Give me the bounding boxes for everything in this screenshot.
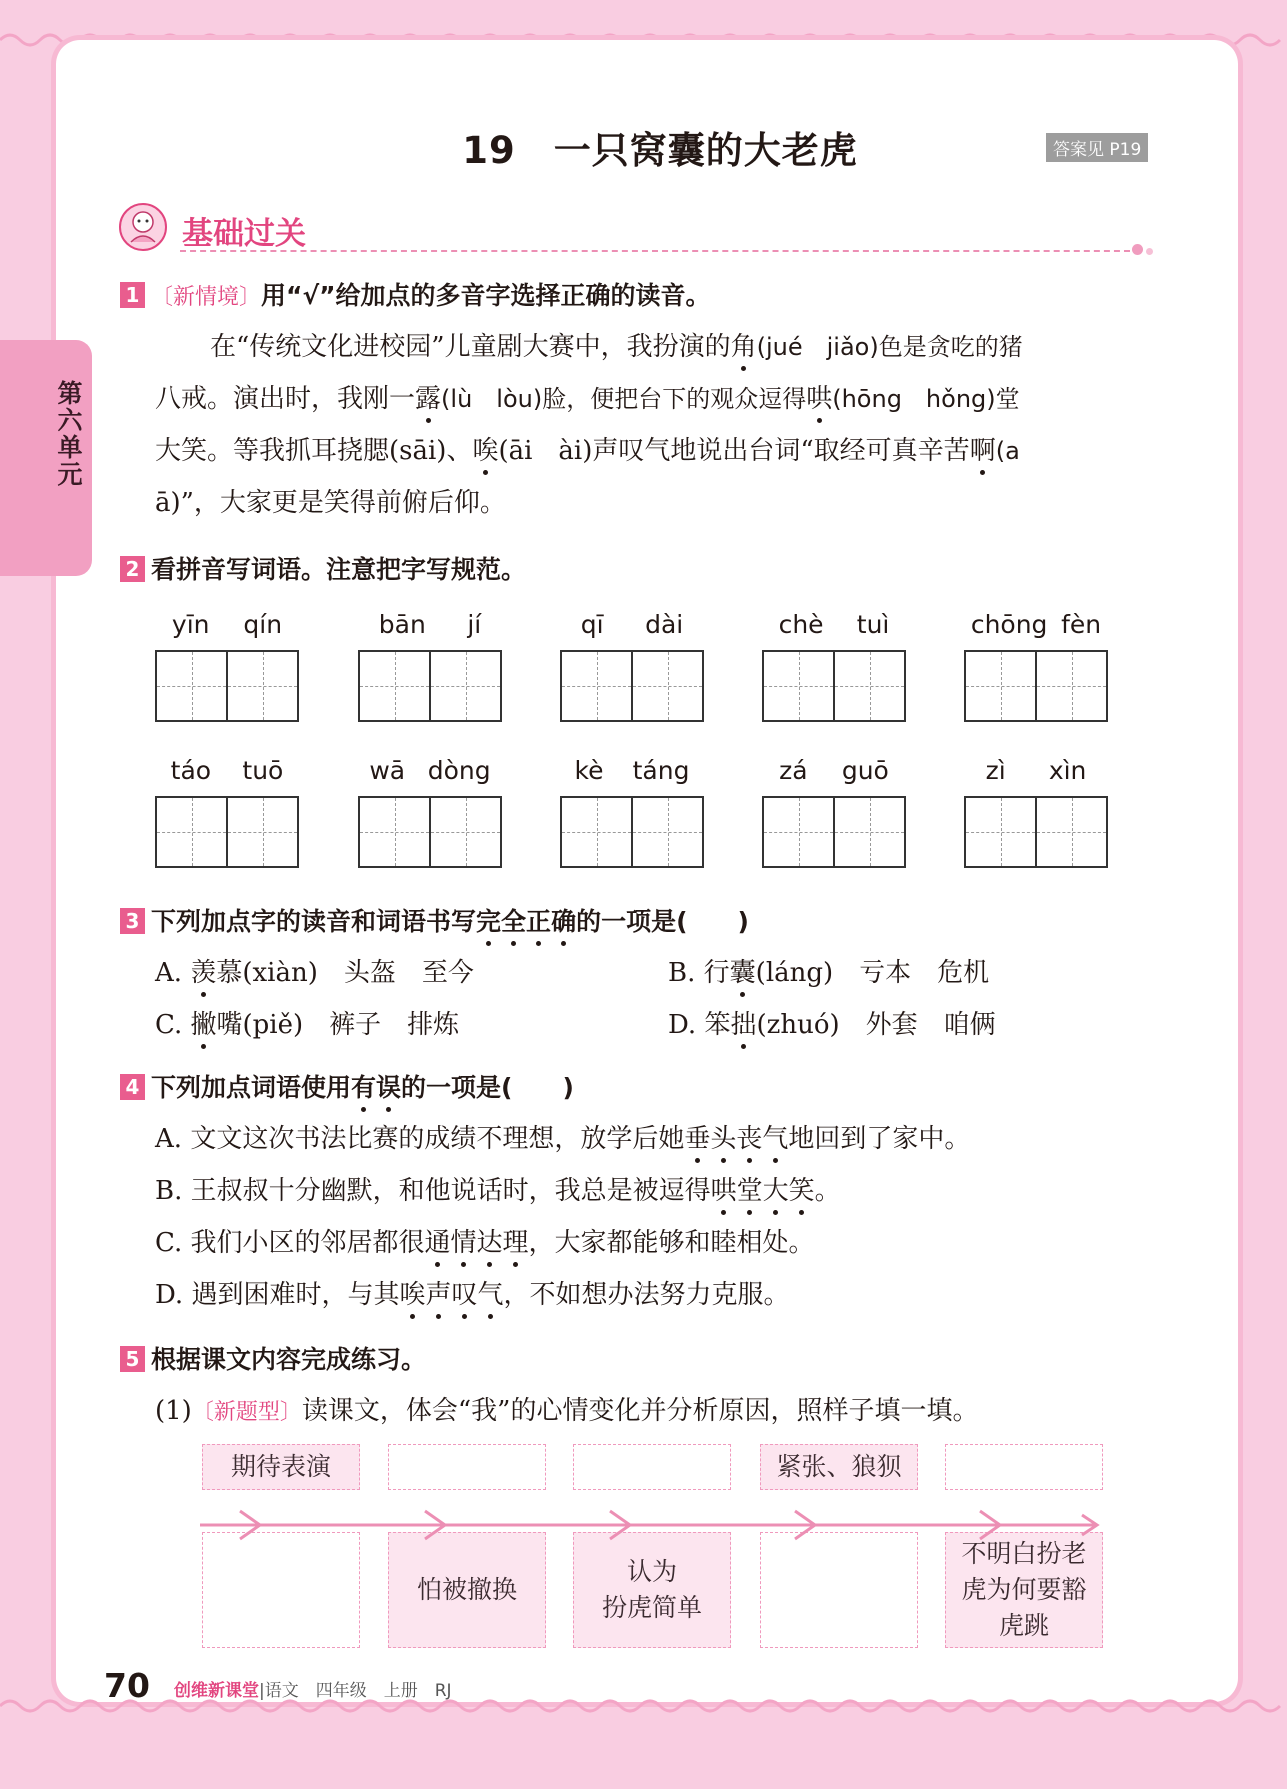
grid-cell[interactable] — [835, 798, 904, 866]
emphasis-dot — [503, 1262, 529, 1267]
dotted-char: 拙 — [730, 1004, 756, 1041]
q4-option-a[interactable]: A. 文文这次书法比赛的成绩不理想，放学后她垂头丧气 地回到了家中。 — [155, 1118, 970, 1155]
dotted-idiom: 哄堂大笑 — [711, 1170, 815, 1207]
pinyin-label: zá guō — [779, 756, 889, 785]
grid-cell[interactable] — [764, 798, 835, 866]
unit-side-tab — [0, 340, 92, 576]
section-title: 基础过关 — [182, 216, 306, 252]
grid-cell[interactable] — [633, 652, 702, 720]
emphasis-dot — [399, 1314, 425, 1319]
grid-cell[interactable] — [966, 652, 1037, 720]
grid-cell[interactable] — [633, 798, 702, 866]
pinyin-word-box — [964, 756, 1108, 868]
pinyin-word-box — [560, 610, 704, 722]
q3-option-a[interactable]: A. 羡慕(xiàn) 头盔 至今 — [155, 952, 474, 989]
dotted-char: 哄 — [806, 378, 832, 415]
reason-answer-box[interactable] — [202, 1532, 360, 1648]
dotted-char: 囊 — [730, 952, 756, 989]
question-tag: 〔新情境〕 — [151, 285, 262, 310]
pinyin-word-box — [560, 756, 704, 868]
pinyin-word-box — [358, 610, 502, 722]
dotted-char: 撇 — [191, 1004, 217, 1041]
dotted-idiom: 通情达理 — [425, 1222, 529, 1259]
mood-box: 紧张、狼狈 — [760, 1444, 918, 1490]
dotted-phrase — [351, 1073, 401, 1102]
writing-grid[interactable] — [155, 650, 299, 722]
question-text: 根据课文内容完成练习。 — [151, 1345, 427, 1374]
emphasis-dots — [399, 1314, 503, 1319]
emphasis-dot — [789, 1210, 815, 1215]
pinyin-word-box — [358, 756, 502, 868]
emphasis-dots — [711, 1210, 815, 1215]
grid-cell[interactable] — [764, 652, 835, 720]
question-2-header — [120, 550, 526, 586]
timeline-arrow — [200, 1505, 1100, 1545]
pinyin-word-box — [762, 756, 906, 868]
dotted-char: 正 — [526, 902, 551, 938]
pinyin-label: yīn qín — [171, 610, 283, 639]
pinyin-label: kè táng — [574, 756, 690, 785]
question-number: 5 — [120, 1346, 145, 1372]
question-text: 用“√”给加点的多音字选择正确的读音。 — [261, 281, 711, 310]
question-number: 4 — [120, 1074, 145, 1100]
q5-sub-question-1: (1)〔新题型〕读课文，体会“我”的心情变化并分析原因，照样子填一填。 — [155, 1396, 979, 1426]
pinyin-word-box — [155, 756, 299, 868]
grid-cell[interactable] — [1037, 798, 1106, 866]
emphasis-dot — [477, 1314, 503, 1319]
writing-grid[interactable] — [964, 650, 1108, 722]
pinyin-label: qī dài — [580, 610, 684, 639]
dotted-char: 完 — [476, 902, 501, 938]
grid-cell[interactable] — [228, 798, 297, 866]
cartoon-girl-icon — [118, 202, 168, 252]
emphasis-dot — [737, 1210, 763, 1215]
dotted-idiom: 唉声叹气 — [399, 1274, 503, 1311]
writing-grid[interactable] — [560, 796, 704, 868]
dotted-char: 唉 — [472, 430, 498, 467]
decor-dot — [1132, 244, 1143, 255]
mood-answer-box[interactable] — [388, 1444, 546, 1490]
dotted-char: 啊 — [970, 430, 996, 467]
grid-cell[interactable] — [228, 652, 297, 720]
q3-option-d[interactable]: D. 笨拙(zhuó) 外套 咱俩 — [668, 1004, 996, 1041]
grid-cell[interactable] — [360, 652, 431, 720]
grid-cell[interactable] — [1037, 652, 1106, 720]
pinyin-label: chōng fèn — [970, 610, 1102, 639]
writing-grid[interactable] — [762, 650, 906, 722]
grid-cell[interactable] — [360, 798, 431, 866]
lesson-title: 19 一只窝囊的大老虎 — [462, 129, 858, 172]
emphasis-dots — [684, 1158, 788, 1163]
writing-grid[interactable] — [358, 796, 502, 868]
q4-option-b[interactable]: B. 王叔叔十分幽默，和他说话时，我总是被逗得哄堂大笑 。 — [155, 1170, 841, 1207]
reason-box: 不明白扮老 虎为何要豁 虎跳 — [945, 1532, 1103, 1648]
q4-option-d[interactable]: D. 遇到困难时，与其唉声叹气 ，不如想办法努力克服。 — [155, 1274, 790, 1311]
writing-grid[interactable] — [762, 796, 906, 868]
page-number: 70 — [104, 1666, 150, 1705]
question-number: 1 — [120, 282, 145, 308]
pinyin-word-box — [964, 610, 1108, 722]
footer-info: 创维新课堂|语文 四年级 上册 RJ — [174, 1681, 452, 1701]
q4-option-c[interactable]: C. 我们小区的邻居都很通情达理 ，大家都能够和睦相处。 — [155, 1222, 815, 1259]
unit-label: 第六单元 — [54, 380, 83, 488]
q3-option-c[interactable]: C. 撇嘴(piě) 裤子 排炼 — [155, 1004, 459, 1041]
dotted-char: 确 — [551, 902, 576, 938]
pinyin-label: táo tuō — [170, 756, 284, 785]
mood-answer-box[interactable] — [573, 1444, 731, 1490]
dotted-char: 角 — [731, 326, 757, 363]
decor-dot — [1146, 248, 1153, 255]
dotted-phrase — [476, 907, 576, 936]
emphasis-dots — [425, 1262, 529, 1267]
dotted-char: 误 — [376, 1068, 401, 1104]
q3-option-b[interactable]: B. 行囊(láng) 亏本 危机 — [668, 952, 989, 989]
pinyin-label: chè tuì — [778, 610, 890, 639]
dotted-char: 露 — [415, 378, 441, 415]
writing-grid[interactable] — [964, 796, 1108, 868]
grid-cell[interactable] — [562, 652, 633, 720]
question-1-header — [120, 276, 711, 312]
emphasis-dot — [451, 1314, 477, 1319]
dotted-char: 有 — [351, 1068, 376, 1104]
question-text: 看拼音写词语。注意把字写规范。 — [151, 555, 527, 584]
mood-box: 期待表演 — [202, 1444, 360, 1490]
writing-grid[interactable] — [155, 796, 299, 868]
q1-passage-line-2: 八戒。演出时，我刚一露(lù lòu)脸，便把台下的观众逗得哄(hōng hǒng)堂 — [155, 378, 1020, 415]
question-number: 2 — [120, 556, 145, 582]
emphasis-dot — [451, 1262, 477, 1267]
dotted-idiom: 垂头丧气 — [684, 1118, 788, 1155]
dotted-char: 羡 — [190, 952, 216, 989]
emphasis-dot — [763, 1210, 789, 1215]
reason-box: 认为 扮虎简单 — [573, 1532, 731, 1648]
pinyin-word-box — [155, 610, 299, 722]
question-3-header: 3 下列加点字的读音和词语书写完全正确的一项是( ) — [120, 902, 749, 938]
question-4-header: 4 下列加点词语使用有误的一项是( ) — [120, 1068, 574, 1104]
section-divider — [180, 250, 1130, 252]
pinyin-label: wā dòng — [369, 756, 491, 785]
reason-box: 怕被撤换 — [388, 1532, 546, 1648]
writing-grid[interactable] — [560, 650, 704, 722]
pinyin-label: zì xìn — [985, 756, 1087, 785]
question-tag: 〔新题型〕 — [191, 1400, 302, 1425]
grid-cell[interactable] — [157, 798, 228, 866]
q1-passage-line-1: 在“传统文化进校园”儿童剧大赛中，我扮演的角(jué jiǎo)色是贪吃的猪 — [210, 326, 1023, 363]
grid-cell[interactable] — [835, 652, 904, 720]
question-number: 3 — [120, 908, 145, 934]
pinyin-label: bān jí — [378, 610, 482, 639]
brand-name: 创维新课堂 — [174, 1681, 259, 1701]
grid-cell[interactable] — [157, 652, 228, 720]
q1-passage-line-4: ā)”，大家更是笑得前俯后仰。 — [155, 488, 506, 518]
q1-passage-line-3: 大笑。等我抓耳挠腮(sāi)、唉(āi ài)声叹气地说出台词“取经可真辛苦啊(a — [155, 430, 1020, 467]
reason-answer-box[interactable] — [760, 1532, 918, 1648]
emphasis-dot — [711, 1210, 737, 1215]
grid-cell[interactable] — [966, 798, 1037, 866]
section-header — [118, 200, 1162, 256]
emphasis-dot — [425, 1314, 451, 1319]
emphasis-dot — [710, 1158, 736, 1163]
pinyin-word-box — [762, 610, 906, 722]
grid-cell[interactable] — [431, 652, 500, 720]
writing-grid[interactable] — [358, 650, 502, 722]
grid-cell[interactable] — [562, 798, 633, 866]
emphasis-dot — [684, 1158, 710, 1163]
dotted-char: 全 — [501, 902, 526, 938]
grid-cell[interactable] — [431, 798, 500, 866]
answer-reference: 答案见 P19 — [1046, 133, 1148, 162]
emphasis-dot — [477, 1262, 503, 1267]
emphasis-dot — [736, 1158, 762, 1163]
emphasis-dot — [762, 1158, 788, 1163]
emphasis-dot — [425, 1262, 451, 1267]
mood-answer-box[interactable] — [945, 1444, 1103, 1490]
question-5-header — [120, 1340, 426, 1376]
